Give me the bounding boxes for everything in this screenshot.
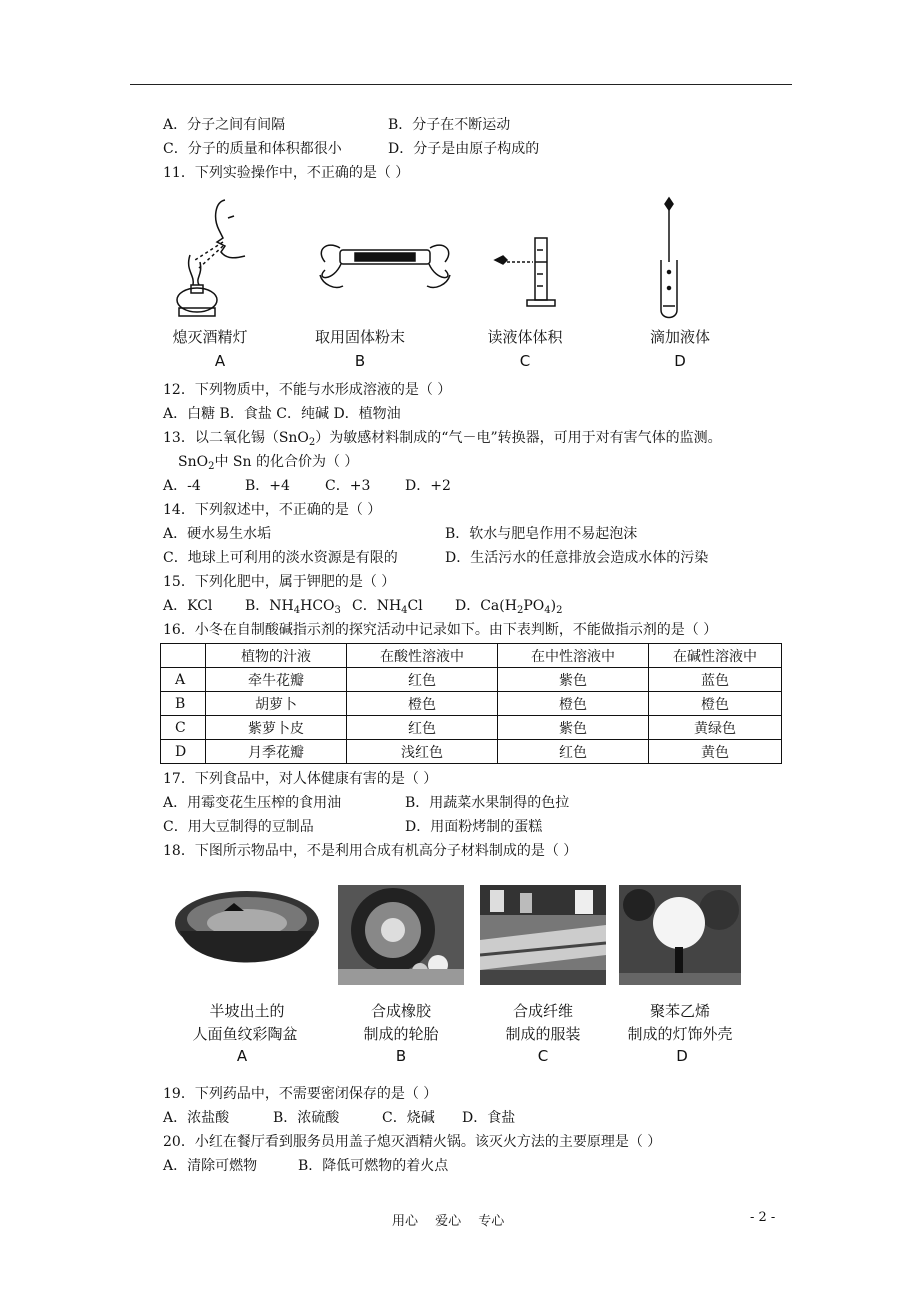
- table-cell: C: [161, 716, 206, 740]
- q14-option-b: B．软水与肥皂作用不易起泡沫: [445, 526, 638, 542]
- tire-icon: [338, 885, 464, 985]
- q17-option-b: B．用蔬菜水果制得的色拉: [405, 795, 570, 811]
- q18-letter-b: B: [395, 1047, 407, 1065]
- q13-stem-line2: SnO$_2$中 Sn 的化合价为（ ）: [178, 454, 359, 472]
- q13-option-c: C．+3: [325, 478, 371, 494]
- page-number: - 2 -: [750, 1210, 776, 1225]
- q20-option-a: A．清除可燃物: [163, 1158, 258, 1174]
- q12-stem: 12．下列物质中，不能与水形成溶液的是（ ）: [163, 382, 452, 398]
- table-cell: 橙色: [649, 692, 782, 716]
- q18-caption-c-line2: 制成的服装: [505, 1025, 581, 1043]
- q14-option-d: D．生活污水的任意排放会造成水体的污染: [445, 550, 709, 566]
- q14-option-a: A．硬水易生水垢: [163, 526, 272, 542]
- table-cell: 胡萝卜: [206, 692, 347, 716]
- dropper-test-tube-icon: [661, 198, 677, 318]
- q11-caption-a: 熄灭酒精灯: [172, 328, 248, 346]
- q10-option-a: A．分子之间有间隔: [163, 117, 286, 133]
- table-cell: 红色: [347, 716, 498, 740]
- q18-caption-a-line1: 半坡出土的: [209, 1002, 285, 1020]
- table-cell: D: [161, 740, 206, 764]
- q11-figures: [165, 190, 765, 320]
- q13-option-d: D．+2: [405, 478, 451, 494]
- indicator-table: [160, 643, 782, 764]
- q10-option-b: B．分子在不断运动: [388, 117, 511, 133]
- q10-option-c: C．分子的质量和体积都很小: [163, 141, 342, 157]
- q11-letter-b: B: [354, 352, 366, 370]
- q12-options: A．白糖 B．食盐 C．纯碱 D．植物油: [163, 406, 401, 422]
- table-cell: 黄绿色: [649, 716, 782, 740]
- table-header-row: [161, 644, 782, 668]
- table-row: [161, 740, 782, 764]
- q15-option-c: C．$NH_4Cl$: [352, 598, 423, 616]
- q18-letter-a: A: [236, 1047, 248, 1065]
- footer-motto: 用心 爱心 专心: [392, 1214, 505, 1229]
- q10-option-d: D．分子是由原子构成的: [388, 141, 540, 157]
- table-cell: 紫色: [498, 668, 649, 692]
- clothing-icon: [480, 885, 606, 985]
- table-cell: B: [161, 692, 206, 716]
- q17-option-c: C．用大豆制得的豆制品: [163, 819, 314, 835]
- table-cell: 紫萝卜皮: [206, 716, 347, 740]
- pottery-bowl-icon: [172, 883, 322, 983]
- q11-caption-d: 滴加液体: [649, 328, 710, 346]
- q13-stem-line1: 13．以二氧化锡（SnO$_2$）为敏感材料制成的“气－电”转换器，可用于对有害气体的监测。: [163, 430, 722, 448]
- q18-caption-c-line1: 合成纤维: [512, 1002, 573, 1020]
- q15-stem: 15．下列化肥中，属于钾肥的是（ ）: [163, 574, 396, 590]
- alcohol-lamp-blowing-icon: [177, 200, 245, 316]
- table-cell: 红色: [498, 740, 649, 764]
- q15-option-d: D．$Ca(H_2PO_4)_2$: [455, 598, 563, 616]
- q18-stem: 18．下图所示物品中，不是利用合成有机高分子材料制成的是（ ）: [163, 843, 578, 859]
- table-cell: 橙色: [347, 692, 498, 716]
- q14-stem: 14．下列叙述中，不正确的是（ ）: [163, 502, 382, 518]
- q17-option-a: A．用霉变花生压榨的食用油: [163, 795, 342, 811]
- q14-option-c: C．地球上可利用的淡水资源是有限的: [163, 550, 398, 566]
- q11-caption-b: 取用固体粉末: [314, 328, 405, 346]
- table-cell: 浅红色: [347, 740, 498, 764]
- q13-option-a: A．-4: [163, 478, 201, 494]
- q15-option-b: B．$NH_4HCO_3$: [245, 598, 341, 616]
- table-row: [161, 668, 782, 692]
- q19-option-d: D．食盐: [462, 1110, 516, 1126]
- q17-stem: 17．下列食品中，对人体健康有害的是（ ）: [163, 771, 438, 787]
- table-cell: A: [161, 668, 206, 692]
- table-cell: 蓝色: [649, 668, 782, 692]
- q18-letter-d: D: [676, 1047, 688, 1065]
- table-header-cell: 在中性溶液中: [498, 644, 649, 668]
- q18-caption-d-line1: 聚苯乙烯: [649, 1002, 710, 1020]
- table-row: [161, 716, 782, 740]
- q18-letter-c: C: [537, 1047, 549, 1065]
- q15-option-a: A．KCl: [163, 598, 213, 614]
- table-cell: 牵牛花瓣: [206, 668, 347, 692]
- q19-stem: 19．下列药品中，不需要密闭保存的是（ ）: [163, 1086, 438, 1102]
- q11-stem: 11．下列实验操作中，不正确的是（ ）: [163, 165, 410, 181]
- q11-letter-d: D: [674, 352, 686, 370]
- lamp-globe-icon: [619, 885, 741, 985]
- table-header-cell: 在酸性溶液中: [347, 644, 498, 668]
- q13-option-b: B．+4: [245, 478, 290, 494]
- q20-stem: 20．小红在餐厅看到服务员用盖子熄灭酒精火锅。该灭火方法的主要原理是（ ）: [163, 1134, 662, 1150]
- q19-option-c: C．烧碱: [382, 1110, 435, 1126]
- table-header-cell: [161, 644, 206, 668]
- table-header-cell: 植物的汁液: [206, 644, 347, 668]
- q19-option-a: A．浓盐酸: [163, 1110, 230, 1126]
- table-cell: 红色: [347, 668, 498, 692]
- graduated-cylinder-icon: [495, 238, 555, 306]
- q20-option-b: B．降低可燃物的着火点: [298, 1158, 449, 1174]
- q11-caption-c: 读液体体积: [487, 328, 563, 346]
- q11-letter-a: A: [214, 352, 226, 370]
- test-tube-powder-icon: [320, 245, 450, 287]
- q18-caption-b-line2: 制成的轮胎: [363, 1025, 439, 1043]
- q17-option-d: D．用面粉烤制的蛋糕: [405, 819, 543, 835]
- table-cell: 紫色: [498, 716, 649, 740]
- q18-caption-b-line1: 合成橡胶: [370, 1002, 431, 1020]
- q18-caption-d-line2: 制成的灯饰外壳: [627, 1025, 733, 1043]
- table-cell: 月季花瓣: [206, 740, 347, 764]
- q16-stem: 16．小冬在自制酸碱指示剂的探究活动中记录如下。由下表判断，不能做指示剂的是（ ）: [163, 622, 718, 638]
- table-row: [161, 692, 782, 716]
- header-rule: [130, 84, 792, 85]
- q18-caption-a-line2: 人面鱼纹彩陶盆: [192, 1025, 298, 1043]
- q11-letter-c: C: [519, 352, 531, 370]
- table-header-cell: 在碱性溶液中: [649, 644, 782, 668]
- table-cell: 橙色: [498, 692, 649, 716]
- q19-option-b: B．浓硫酸: [273, 1110, 340, 1126]
- table-cell: 黄色: [649, 740, 782, 764]
